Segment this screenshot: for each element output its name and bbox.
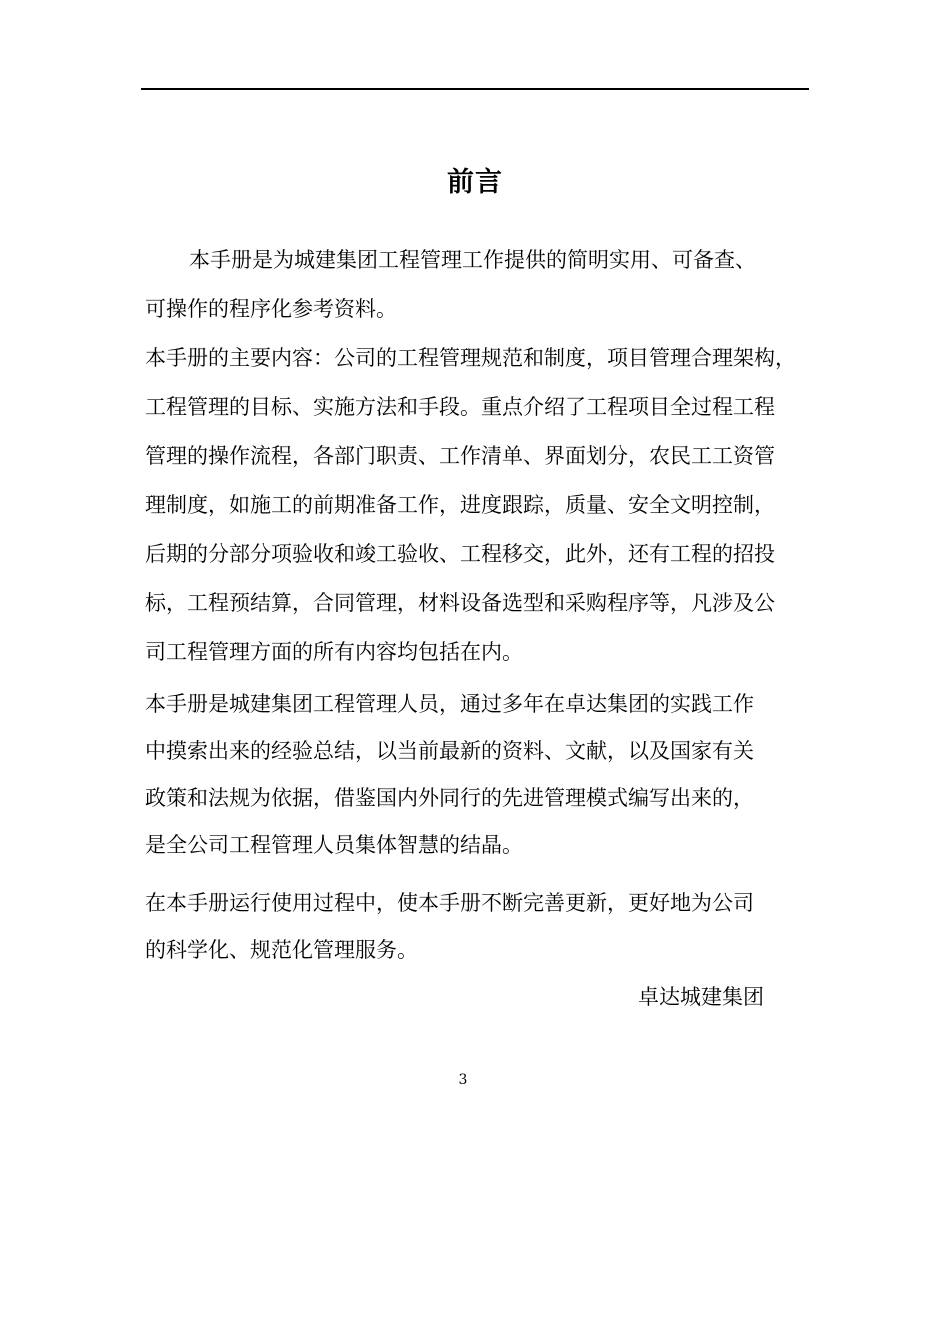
preface-paragraph-4	[145, 880, 835, 974]
paragraph-line: 后期的分部分项验收和竣工验收、工程移交，此外，还有工程的招投	[145, 542, 775, 566]
paragraph-line: 可操作的程序化参考资料。	[145, 297, 397, 321]
paragraph-line: 管理的操作流程，各部门职责、工作清单、界面划分，农民工工资管	[145, 444, 775, 468]
paragraph-line: 理制度，如施工的前期准备工作，进度跟踪，质量、安全文明控制，	[145, 493, 775, 517]
paragraph-line: 标，工程预结算，合同管理，材料设备选型和采购程序等，凡涉及公	[145, 591, 775, 615]
paragraph-line: 是全公司工程管理人员集体智慧的结晶。	[145, 833, 523, 857]
paragraph-line: 的科学化、规范化管理服务。	[145, 938, 418, 962]
preface-paragraph-2	[145, 334, 835, 677]
paragraph-line: 司工程管理方面的所有内容均包括在内。	[145, 640, 523, 664]
paragraph-line: 中摸索出来的经验总结，以当前最新的资料、文献，以及国家有关	[145, 739, 754, 763]
paragraph-line: 本手册是为城建集团工程管理工作提供的简明实用、可备查、	[189, 248, 756, 272]
page-number: 3	[458, 1072, 468, 1088]
header-rule	[141, 88, 809, 90]
preface-paragraph-3	[145, 681, 835, 869]
preface-paragraph-1	[145, 236, 835, 334]
signature: 卓达城建集团	[638, 985, 764, 1009]
paragraph-line: 政策和法规为依据，借鉴国内外同行的先进管理模式编写出来的，	[145, 786, 754, 810]
page-title: 前言	[447, 167, 503, 198]
paragraph-line: 本手册的主要内容：公司的工程管理规范和制度，项目管理合理架构，	[145, 346, 796, 370]
paragraph-line: 本手册是城建集团工程管理人员，通过多年在卓达集团的实践工作	[145, 692, 754, 716]
paragraph-line: 在本手册运行使用过程中，使本手册不断完善更新，更好地为公司	[145, 891, 754, 915]
paragraph-line: 工程管理的目标、实施方法和手段。重点介绍了工程项目全过程工程	[145, 395, 775, 419]
